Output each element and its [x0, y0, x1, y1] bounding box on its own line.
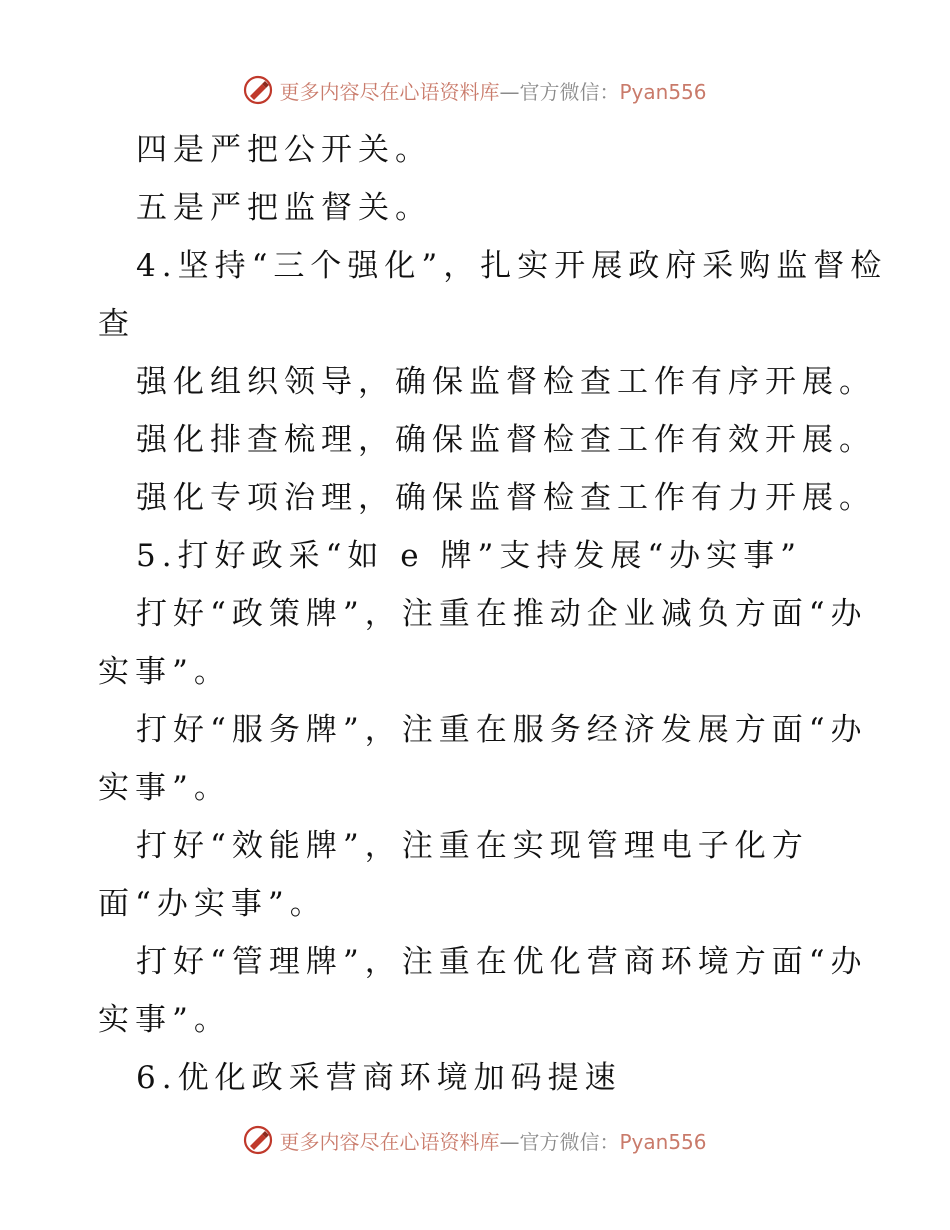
pen-nib-logo-icon — [243, 75, 273, 105]
text-line: 强化专项治理，确保监督检查工作有力开展。 — [136, 480, 876, 516]
text-line: 面“办实事”。 — [98, 886, 327, 922]
watermark-wechat-id: Pyan556 — [619, 1129, 707, 1154]
watermark-separator: — — [499, 1129, 520, 1154]
text-line: 打好“政策牌”，注重在推动企业减负方面“办 — [136, 596, 868, 632]
text-line: 五是严把监督关。 — [136, 190, 432, 226]
text-line: 查 — [98, 306, 135, 342]
watermark-brand: 更多内容尽在心语资料库 — [279, 79, 500, 104]
watermark-text — [279, 1126, 706, 1155]
section-heading-4: 4.坚持“三个强化”，扎实开展政府采购监督检 — [136, 248, 888, 284]
pen-nib-logo-icon — [243, 1125, 273, 1155]
watermark-official: 官方微信： — [519, 1129, 620, 1154]
text-line: 打好“服务牌”，注重在服务经济发展方面“办 — [136, 712, 868, 748]
header-watermark — [0, 70, 950, 110]
watermark-wechat-id: Pyan556 — [619, 79, 707, 104]
watermark-brand: 更多内容尽在心语资料库 — [279, 1129, 500, 1154]
text-line: 实事”。 — [98, 1002, 231, 1038]
footer-watermark — [0, 1120, 950, 1160]
text-line: 强化排查梳理，确保监督检查工作有效开展。 — [136, 422, 876, 458]
text-line: 实事”。 — [98, 770, 231, 806]
section-heading-5: 5.打好政采“如 e 牌”支持发展“办实事” — [136, 538, 803, 574]
text-line: 四是严把公开关。 — [136, 132, 432, 168]
text-line: 打好“效能牌”，注重在实现管理电子化方 — [136, 828, 809, 864]
watermark-text — [279, 76, 706, 105]
text-line: 实事”。 — [98, 654, 231, 690]
section-heading-6: 6.优化政采营商环境加码提速 — [136, 1060, 622, 1096]
watermark-separator: — — [499, 79, 520, 104]
text-line: 打好“管理牌”，注重在优化营商环境方面“办 — [136, 944, 868, 980]
watermark-official: 官方微信： — [519, 79, 620, 104]
text-line: 强化组织领导，确保监督检查工作有序开展。 — [136, 364, 876, 400]
